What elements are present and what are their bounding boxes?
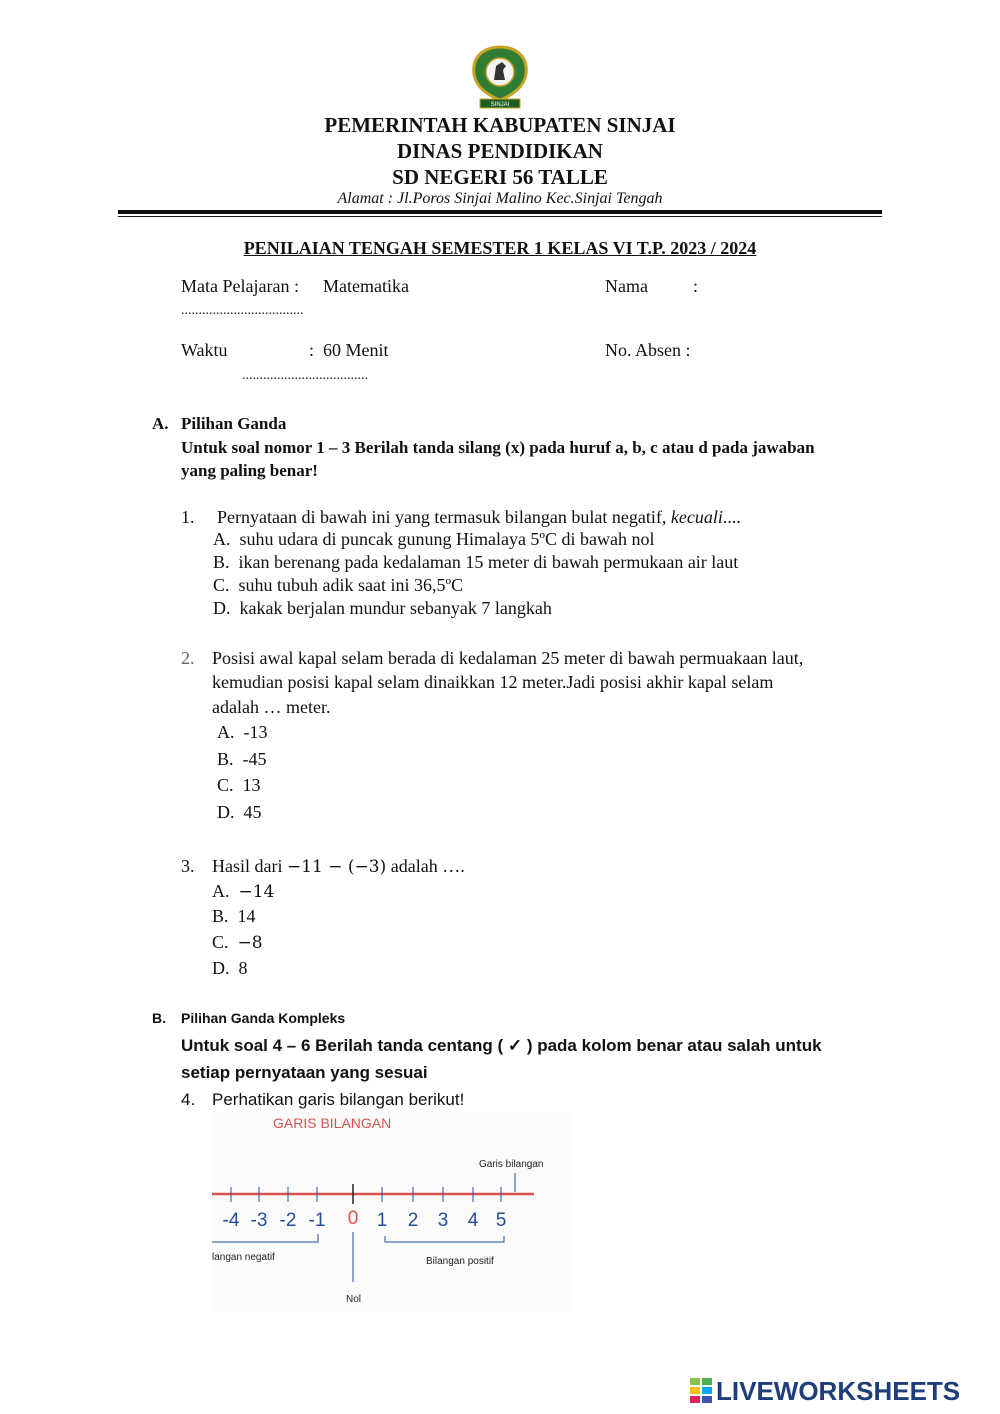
q4-text: Perhatikan garis bilangan berikut!	[212, 1090, 465, 1109]
option-text: −14	[238, 882, 275, 902]
tick-label-neg2: -2	[279, 1210, 297, 1231]
option-letter: A.	[217, 722, 235, 742]
section-a-instruction-2: yang paling benar!	[181, 461, 318, 480]
tick-label-2: 2	[407, 1210, 419, 1231]
q3-option-a[interactable]	[212, 881, 274, 902]
regency-logo	[470, 44, 530, 110]
option-letter: D.	[212, 958, 230, 978]
q2-number: 2.	[181, 648, 195, 668]
q3-option-c[interactable]	[212, 932, 263, 953]
option-letter: D.	[217, 802, 235, 822]
option-letter: C.	[217, 775, 234, 795]
q1-text-italic: kecuali	[670, 507, 723, 527]
q3-option-b[interactable]	[212, 906, 256, 927]
option-text: kakak berjalan mundur sebanyak 7 langkah	[239, 598, 552, 618]
tick-label-neg1: -1	[308, 1210, 326, 1231]
section-a-letter: A.	[152, 414, 169, 433]
section-a-title: Pilihan Ganda	[181, 414, 287, 433]
q1-option-c[interactable]	[213, 575, 463, 596]
option-text: −8	[237, 933, 263, 953]
subject-label: Mata Pelajaran :	[181, 276, 299, 296]
option-letter: C.	[212, 932, 229, 952]
option-text: suhu tubuh adik saat ini 36,5ºC	[238, 575, 464, 595]
tick-label-zero: 0	[347, 1208, 359, 1229]
section-b-title: Pilihan Ganda Kompleks	[181, 1010, 346, 1026]
negative-bracket	[212, 1234, 318, 1242]
q2-line-2: kemudian posisi kapal selam dinaikkan 12 meter.Jadi posisi akhir kapal selam	[212, 672, 774, 692]
q2-option-d[interactable]	[217, 802, 262, 823]
option-letter: A.	[212, 881, 230, 901]
positive-label: Bilangan positif	[426, 1256, 494, 1267]
section-b-instruction-1: Untuk soal 4 – 6 Berilah tanda centang ( ✓ ) pada kolom benar atau salah untuk	[181, 1036, 822, 1055]
q1-text-main: Pernyataan di bawah ini yang termasuk bilangan bulat negatif,	[217, 507, 667, 527]
q1-text	[217, 507, 741, 528]
tick-label-1: 1	[376, 1210, 388, 1231]
option-letter: B.	[212, 906, 229, 926]
q1-option-b[interactable]	[213, 552, 738, 573]
q2-line-3: adalah … meter.	[212, 697, 331, 717]
government-name: PEMERINTAH KABUPATEN SINJAI	[324, 113, 676, 137]
option-text: suhu udara di puncak gunung Himalaya 5ºC di bawah nol	[239, 529, 655, 549]
q2-option-b[interactable]	[217, 749, 267, 770]
option-letter: A.	[213, 529, 231, 549]
tick-label-5: 5	[495, 1210, 507, 1231]
option-text: ikan berenang pada kedalaman 15 meter di bawah permukaan air laut	[238, 552, 739, 572]
section-b-instruction-2: setiap pernyataan yang sesuai	[181, 1063, 428, 1082]
liveworksheets-text: LIVEWORKSHEETS	[716, 1376, 961, 1406]
number-line-title: GARIS BILANGAN	[273, 1115, 392, 1131]
name-colon: :	[693, 276, 699, 296]
option-text: 13	[242, 775, 261, 795]
option-text: 14	[237, 906, 256, 926]
zero-label: Nol	[346, 1294, 362, 1305]
q3-text-post: adalah ….	[390, 856, 465, 876]
number-line-figure	[212, 1112, 572, 1312]
option-letter: C.	[213, 575, 230, 595]
tick-label-4: 4	[467, 1210, 479, 1231]
q3-number: 3.	[181, 856, 195, 876]
option-text: 8	[238, 958, 248, 978]
q4-number: 4.	[181, 1090, 196, 1109]
time-label: Waktu	[181, 340, 228, 360]
tick-label-neg4: -4	[222, 1210, 240, 1231]
positive-bracket	[385, 1236, 504, 1242]
q1-number: 1.	[181, 507, 195, 527]
q1-option-d[interactable]	[213, 598, 552, 619]
header-rule-thick	[118, 210, 882, 214]
axis-label: Garis bilangan	[479, 1159, 544, 1170]
time-colon: :	[309, 340, 315, 360]
q1-text-end: ....	[722, 507, 741, 527]
q3-expression: −11 − (−3)	[286, 857, 387, 877]
logo-ribbon-text: SINJAI	[490, 102, 510, 108]
tick-label-3: 3	[437, 1210, 449, 1231]
school-address: Alamat : Jl.Poros Sinjai Malino Kec.Sinjai Tengah	[337, 190, 663, 207]
option-letter: B.	[213, 552, 230, 572]
option-letter: D.	[213, 598, 231, 618]
liveworksheets-watermark	[690, 1376, 990, 1406]
absen-label: No. Absen :	[605, 340, 691, 360]
exam-title: PENILAIAN TENGAH SEMESTER 1 KELAS VI T.P. 2023 / 2024	[243, 238, 757, 258]
header-rule-thin	[118, 216, 882, 217]
section-a-instruction-1: Untuk soal nomor 1 – 3 Berilah tanda silang (x) pada huruf a, b, c atau d pada jawaban	[181, 438, 815, 457]
liveworksheets-logo-icon	[690, 1378, 714, 1404]
subject-value: Matematika	[323, 276, 409, 296]
tick-label-neg3: -3	[250, 1210, 268, 1231]
option-letter: B.	[217, 749, 234, 769]
section-b-letter: B.	[152, 1010, 166, 1026]
name-blank[interactable]: ...................................	[181, 303, 304, 318]
department-name: DINAS PENDIDIKAN	[397, 139, 603, 163]
negative-label: langan negatif	[212, 1252, 275, 1263]
time-value: 60 Menit	[323, 340, 389, 360]
q2-option-c[interactable]	[217, 775, 261, 796]
q3-option-d[interactable]	[212, 958, 248, 979]
school-name: SD NEGERI 56 TALLE	[392, 165, 608, 189]
q3-text-pre: Hasil dari	[212, 856, 283, 876]
q3-text	[212, 856, 465, 877]
absen-blank[interactable]: ....................................	[242, 368, 368, 383]
option-text: -45	[242, 749, 267, 769]
q1-option-a[interactable]	[213, 529, 655, 550]
q2-line-1: Posisi awal kapal selam berada di kedalaman 25 meter di bawah permuakaan laut,	[212, 648, 804, 668]
option-text: -13	[243, 722, 268, 742]
option-text: 45	[243, 802, 262, 822]
q2-option-a[interactable]	[217, 722, 268, 743]
number-line-svg	[212, 1112, 572, 1312]
name-label: Nama	[605, 276, 648, 296]
